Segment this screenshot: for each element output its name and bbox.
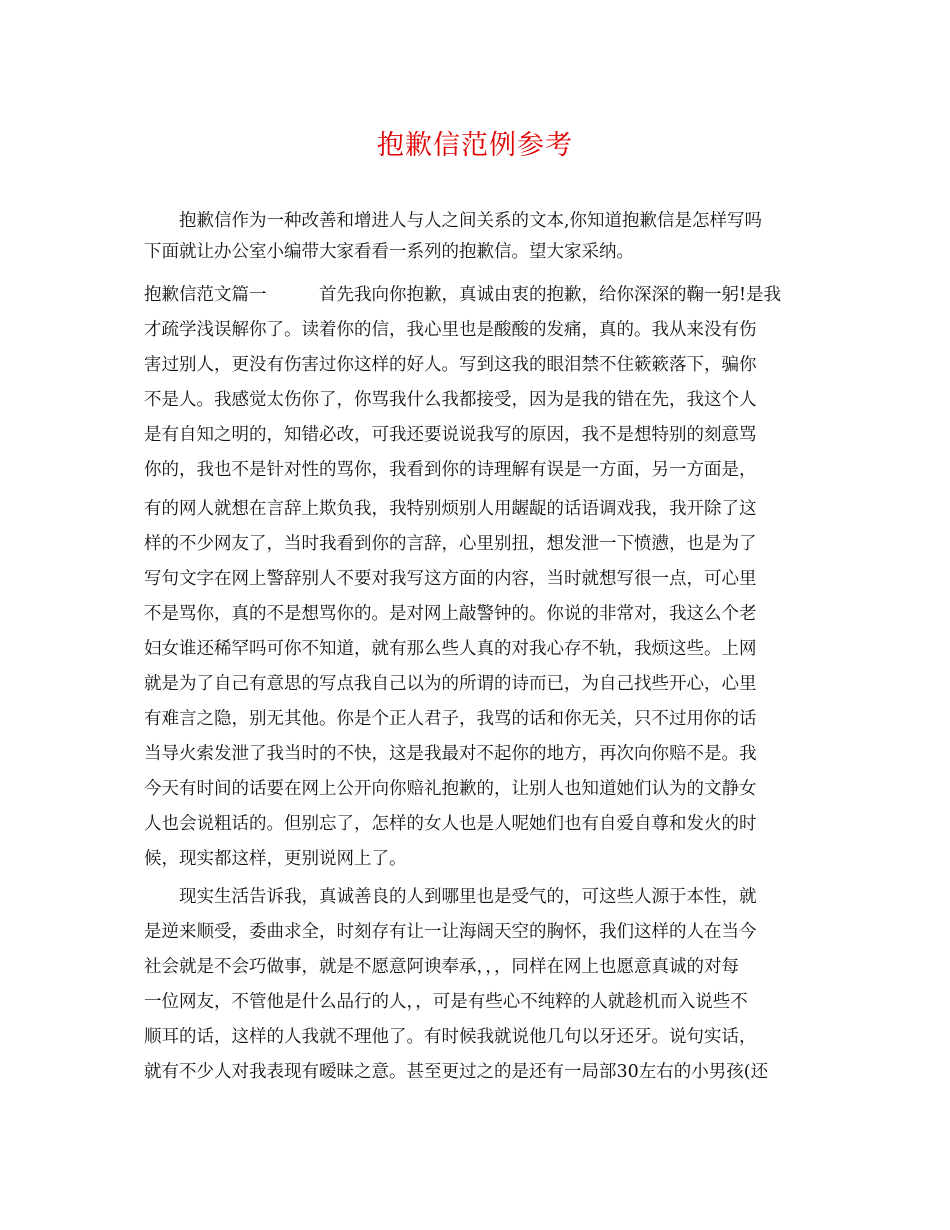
text-line: 有的网人就想在言辞上欺负我，我特别烦别人用龌龊的话语调戏我，我开除了这 <box>144 499 757 519</box>
text-line: 是有自知之明的，知错必改，可我还要说说我写的原因，我不是想特别的刻意骂 <box>144 425 757 445</box>
text-line: 抱歉信范文篇一 首先我向你抱歉，真诚由衷的抱歉，给你深深的鞠一躬!是我 <box>144 285 782 305</box>
text-line: 一位网友，不管他是什么品行的人，，可是有些心不纯粹的人就趁机而入说些不 <box>144 992 748 1012</box>
text-line: 下面就让办公室小编带大家看看一系列的抱歉信。望大家采纳。 <box>144 242 634 262</box>
text-line: 社会就是不会巧做事，就是不愿意阿谀奉承，，，同样在网上也愿意真诚的对每 <box>144 957 739 977</box>
text-line: 写句文字在网上警辞别人不要对我写这方面的内容，当时就想写很一点，可心里 <box>144 569 757 589</box>
text-line: 候，现实都这样，更别说网上了。 <box>144 849 407 869</box>
text-line: 就有不少人对我表现有暧昧之意。甚至更过之的是还有一局部30左右的小男孩(还 <box>144 1062 769 1082</box>
text-line: 就是为了自己有意思的写点我自己以为的所谓的诗而已，为自己找些开心，心里 <box>144 674 757 694</box>
text-line: 不是人。我感觉太伤你了，你骂我什么我都接受，因为是我的错在先，我这个人 <box>144 390 757 410</box>
text-line: 才疏学浅误解你了。读着你的信，我心里也是酸酸的发痛，真的。我从来没有伤 <box>144 320 757 340</box>
text-line: 不是骂你，真的不是想骂你的。是对网上敲警钟的。你说的非常对，我这么个老 <box>144 604 757 624</box>
text-line: 有难言之隐，别无其他。你是个正人君子，我骂的话和你无关，只不过用你的话 <box>144 709 757 729</box>
text-line: 顺耳的话，这样的人我就不理他了。有时候我就说他几句以牙还牙。说句实话， <box>144 1027 757 1047</box>
text-line: 样的不少网友了，当时我看到你的言辞，心里别扭，想发泄一下愤懑，也是为了 <box>144 534 757 554</box>
text-line: 妇女谁还稀罕吗可你不知道，就有那么些人真的对我心存不轨，我烦这些。上网 <box>144 639 757 659</box>
text-line: 现实生活告诉我，真诚善良的人到哪里也是受气的，可这些人源于本性，就 <box>144 887 757 907</box>
text-line: 是逆来顺受，委曲求全，时刻存有让一让海阔天空的胸怀，我们这样的人在当今 <box>144 922 757 942</box>
text-line: 人也会说粗话的。但别忘了，怎样的女人也是人呢她们也有自爱自尊和发火的时 <box>144 814 757 834</box>
text-line: 当导火索发泄了我当时的不快，这是我最对不起你的地方，再次向你赔不是。我 <box>144 744 757 764</box>
document-title: 抱歉信范例参考 <box>377 130 573 161</box>
text-line: 害过别人，更没有伤害过你这样的好人。写到这我的眼泪禁不住簌簌落下，骗你 <box>144 355 757 375</box>
text-line: 今天有时间的话要在网上公开向你赔礼抱歉的，让别人也知道她们认为的文静女 <box>144 779 757 799</box>
text-line: 抱歉信作为一种改善和增进人与人之间关系的文本,你知道抱歉信是怎样写吗 <box>144 211 763 231</box>
text-line: 你的，我也不是针对性的骂你，我看到你的诗理解有误是一方面，另一方面是， <box>144 460 757 480</box>
